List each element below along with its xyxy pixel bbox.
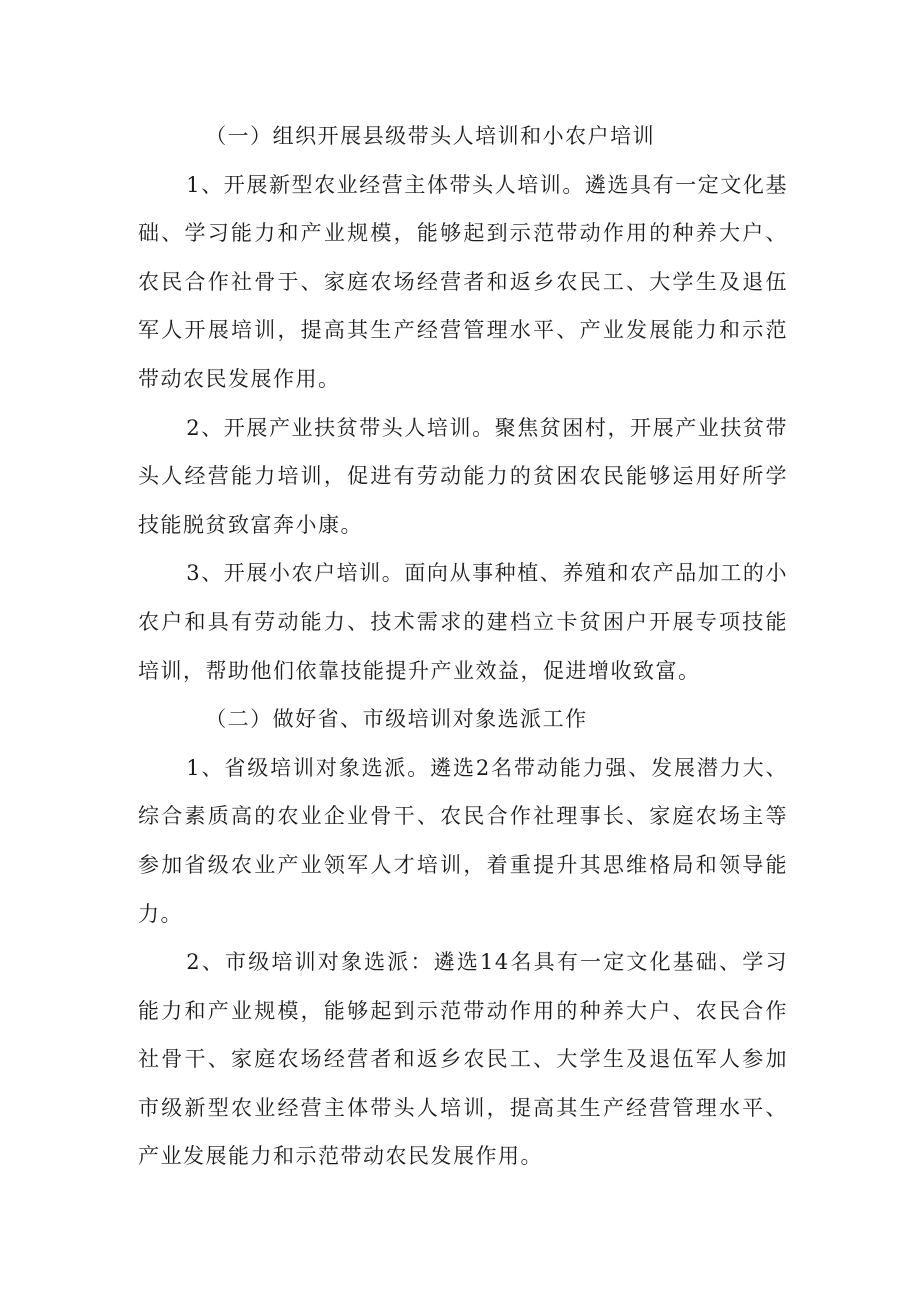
- paragraph-2-2: 2、市级培训对象选派：遴选14名具有一定文化基础、学习能力和产业规模，能够起到示范带动作用的种养大户、农民合作社骨干、家庭农场经营者和返乡农民工、大学生及退伍军人参加市级新型农业经营主体带头人培训，提高其生产经营管理水平、产业发展能力和示范带动农民发展作用。: [138, 950, 788, 1169]
- document-body: [138, 112, 788, 1181]
- paragraph-1-1: 1、开展新型农业经营主体带头人培训。遴选具有一定文化基础、学习能力和产业规模，能够起到示范带动作用的种养大户、农民合作社骨于、家庭农场经营者和返乡农民工、大学生及退伍军人开展培训，提高其生产经营管理水平、产业发展能力和示范带动农民发展作用。: [138, 172, 788, 391]
- section-heading-1: （一）组织开展县级带头人培训和小农户培训: [205, 124, 656, 148]
- paragraph-1-2: 2、开展产业扶贫带头人培训。聚焦贫困村，开展产业扶贫带头人经营能力培训，促进有劳动能力的贫困农民能够运用好所学技能脱贫致富奔小康。: [138, 415, 788, 537]
- section-heading-2: （二）做好省、市级培训对象选派工作: [205, 707, 588, 732]
- paragraph-2-1: 1、省级培训对象选派。遴选2名带动能力强、发展潜力大、综合素质高的农业企业骨干、农民合作社理事长、家庭农场主等参加省级农业产业领军人才培训，着重提升其思维格局和领导能力。: [138, 755, 788, 926]
- paragraph-1-3: 3、开展小农户培训。面向从事种植、养殖和农产品加工的小农户和具有劳动能力、技术需求的建档立卡贫困户开展专项技能培训，帮助他们依靠技能提升产业效益，促进增收致富。: [138, 561, 788, 683]
